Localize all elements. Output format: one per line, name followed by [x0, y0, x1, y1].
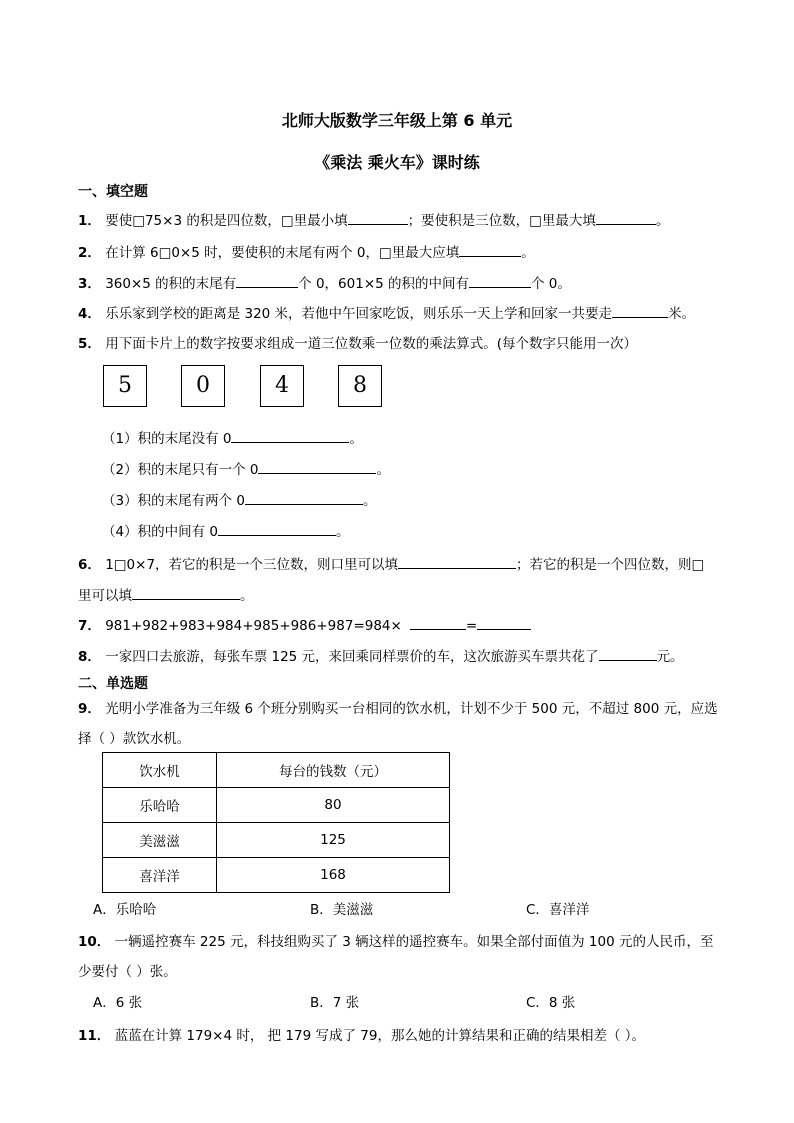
table-row — [103, 823, 450, 858]
answer-blank[interactable] — [459, 242, 521, 257]
table-header: 每台的钱数（元） — [217, 753, 450, 788]
answer-blank[interactable] — [231, 428, 349, 443]
question-10-cont: 少要付（ ）张。 — [78, 964, 177, 980]
table-cell: 80 — [217, 788, 450, 823]
question-2: 2． 在计算 6□0×5 时，要使积的末尾有两个 0，□里最大应填 。 — [78, 241, 535, 261]
table-cell: 125 — [217, 823, 450, 858]
page-title: 北师大版数学三年级上第 6 单元 — [281, 111, 513, 130]
sub-question: （4）积的中间有 0 。 — [102, 520, 349, 540]
option-a[interactable]: A．6 张 — [93, 995, 143, 1011]
answer-blank[interactable] — [258, 459, 376, 474]
option-b[interactable]: B．7 张 — [310, 995, 360, 1011]
answer-blank[interactable] — [398, 554, 516, 569]
question-7: 7． 981+982+983+984+985+986+987=984× = — [78, 614, 531, 634]
sub-question: （2）积的末尾只有一个 0 。 — [102, 458, 390, 478]
price-table — [102, 752, 450, 893]
answer-blank[interactable] — [236, 273, 298, 288]
question-3: 3． 360×5 的积的末尾有 个 0，601×5 的积的中间有 个 0。 — [78, 272, 571, 292]
sub-question: （3）积的末尾有两个 0 。 — [102, 489, 376, 509]
option-c[interactable]: C．喜洋洋 — [526, 902, 590, 918]
answer-blank[interactable] — [348, 210, 408, 225]
section-fill-in: 一、填空题 — [78, 184, 148, 200]
question-8: 8． 一家四口去旅游，每张车票 125 元，来回乘同样票价的车，这次旅游买车票共花了 元。 — [78, 645, 684, 665]
question-9: 9． 光明小学准备为三年级 6 个班分别购买一台相同的饮水机，计划不少于 500 元，不超过 800 元，应选 — [78, 701, 718, 717]
option-c[interactable]: C．8 张 — [526, 995, 576, 1011]
question-number: 1． — [78, 213, 101, 229]
sub-question: （1）积的末尾没有 0 。 — [102, 427, 363, 447]
table-cell: 168 — [217, 858, 450, 893]
section-single-choice: 二、单选题 — [78, 676, 148, 692]
question-5: 5． 用下面卡片上的数字按要求组成一道三位数乘一位数的乘法算式。(每个数字只能用一次） — [78, 336, 637, 352]
option-a[interactable]: A．乐哈哈 — [93, 902, 157, 918]
table-cell: 乐哈哈 — [103, 788, 217, 823]
table-header: 饮水机 — [103, 753, 217, 788]
question-10: 10． 一辆遥控赛车 225 元，科技组购买了 3 辆这样的遥控赛车。如果全部付面值为 100 元的人民币，至 — [78, 934, 714, 950]
digit-card: 4 — [260, 365, 304, 407]
answer-blank[interactable] — [612, 303, 668, 318]
digit-card: 8 — [338, 365, 382, 407]
digit-card: 0 — [181, 365, 225, 407]
answer-blank[interactable] — [132, 585, 240, 600]
answer-blank[interactable] — [477, 615, 531, 630]
table-cell: 喜洋洋 — [103, 858, 217, 893]
question-4: 4． 乐乐家到学校的距离是 320 米，若他中午回家吃饭，则乐乐一天上学和回家一共要走 米。 — [78, 302, 695, 322]
answer-blank[interactable] — [410, 615, 466, 630]
answer-blank[interactable] — [218, 521, 336, 536]
question-11: 11． 蓝蓝在计算 179×4 时， 把 179 写成了 79，那么她的计算结果和正确的结果相差（ ）。 — [78, 1028, 645, 1044]
table-header-row — [103, 753, 450, 788]
table-row — [103, 858, 450, 893]
answer-blank[interactable] — [469, 273, 531, 288]
question-6-cont: 里可以填 。 — [78, 584, 254, 604]
digit-card: 5 — [103, 365, 147, 407]
table-cell: 美滋滋 — [103, 823, 217, 858]
answer-blank[interactable] — [599, 646, 657, 661]
answer-blank[interactable] — [245, 490, 363, 505]
option-b[interactable]: B．美滋滋 — [310, 902, 374, 918]
question-6: 6． 1□0×7，若它的积是一个三位数，则口里可以填 ；若它的积是一个四位数，则□ — [78, 553, 704, 573]
page-subtitle: 《乘法 乘火车》课时练 — [314, 153, 480, 172]
answer-blank[interactable] — [596, 210, 656, 225]
question-9-cont: 择（ ）款饮水机。 — [78, 731, 191, 747]
question-1: 1． 要使□75×3 的积是四位数，□里最小填 ；要使积是三位数，□里最大填 。 — [78, 209, 669, 229]
table-row — [103, 788, 450, 823]
